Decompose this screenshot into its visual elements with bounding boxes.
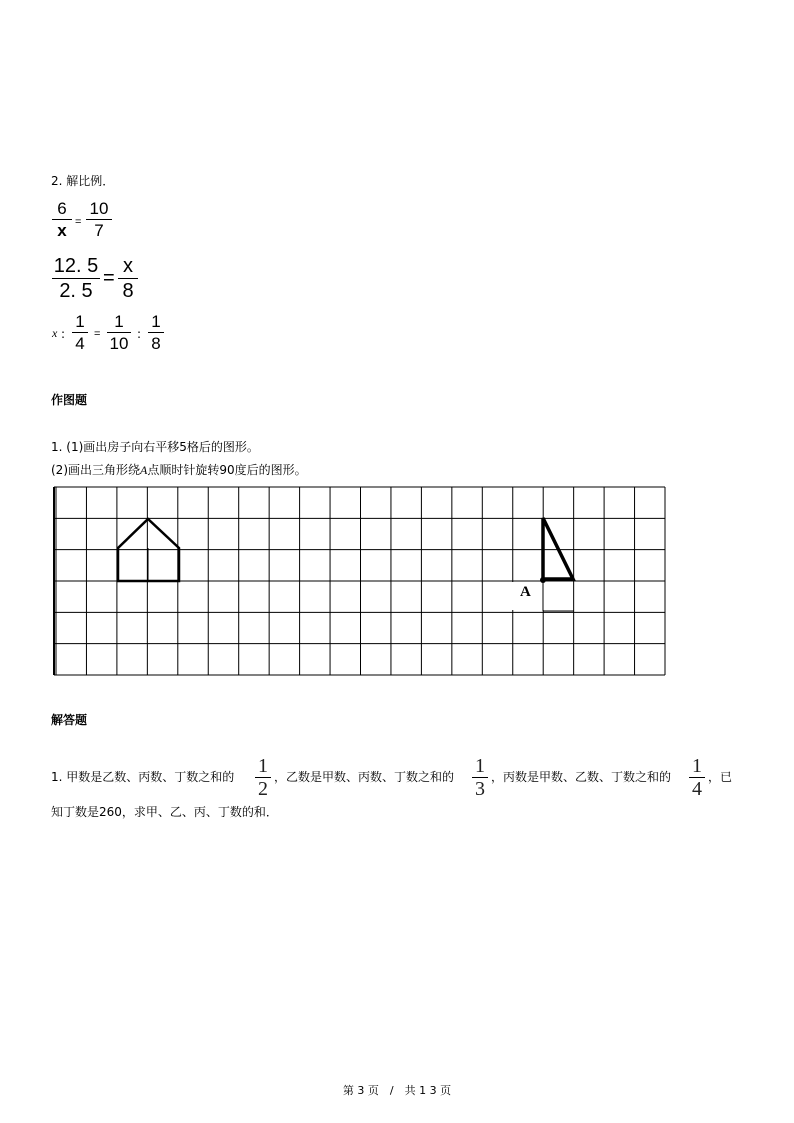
ratio-colon: : xyxy=(137,327,142,341)
numerator: 1 xyxy=(114,312,124,331)
numerator: 1 xyxy=(475,755,485,777)
numerator: 1 xyxy=(151,312,161,331)
numerator: 6 xyxy=(57,199,67,218)
question-title-proportion: 2. 解比例． xyxy=(51,174,115,188)
inline-fraction-1-2 xyxy=(255,756,271,799)
answer-text-part-d: ，已 xyxy=(708,770,733,784)
inline-fraction-1-4 xyxy=(689,756,705,799)
answer-text-part-a: 1. 甲数是乙数、丙数、丁数之和的 xyxy=(51,770,235,784)
numerator: 1 xyxy=(75,312,85,331)
denominator: 3 xyxy=(475,778,485,800)
triangle-shape xyxy=(543,518,573,579)
answer-text-part-c: ，丙数是甲数、乙数、丁数之和的 xyxy=(491,770,672,784)
denominator: 2. 5 xyxy=(59,280,93,302)
denominator: x xyxy=(57,221,67,240)
answer-text-line-2: 知丁数是260，求甲、乙、丙、丁数的和． xyxy=(51,805,278,819)
equals-sign: = xyxy=(103,267,115,289)
page-footer: 第 3 页 / 共 1 3 页 xyxy=(342,1084,452,1097)
denominator: 10 xyxy=(109,334,129,353)
drawing-question-line-1: 1. (1)画出房子向右平移5格后的图形。 xyxy=(51,440,259,454)
text-part: (2)画出三角形绕 xyxy=(51,463,140,477)
numerator: 1 xyxy=(692,755,702,777)
section-heading-drawing: 作图题 xyxy=(51,393,88,407)
denominator: 4 xyxy=(692,778,702,800)
equals-sign: = xyxy=(94,328,101,340)
point-a-marker xyxy=(540,577,546,583)
numerator: x xyxy=(123,255,133,277)
numerator: 12. 5 xyxy=(53,255,99,277)
denominator: 8 xyxy=(151,334,161,353)
numerator: 10 xyxy=(89,199,109,218)
numerator: 1 xyxy=(258,755,268,777)
equals-sign: = xyxy=(75,216,82,228)
ratio-colon: : xyxy=(61,327,66,341)
denominator: 8 xyxy=(122,280,134,302)
denominator: 2 xyxy=(258,778,268,800)
point-a-label: A xyxy=(520,584,531,600)
variable-x: x xyxy=(52,326,58,340)
answer-text-part-b: ，乙数是甲数、丙数、丁数之和的 xyxy=(274,770,455,784)
denominator: 4 xyxy=(75,334,85,353)
denominator: 7 xyxy=(94,221,104,240)
inline-fraction-1-3 xyxy=(472,756,488,799)
text-part: 点顺时针旋转90度后的图形。 xyxy=(147,463,307,477)
section-heading-answer: 解答题 xyxy=(51,713,88,727)
point-variable: A xyxy=(140,463,148,477)
